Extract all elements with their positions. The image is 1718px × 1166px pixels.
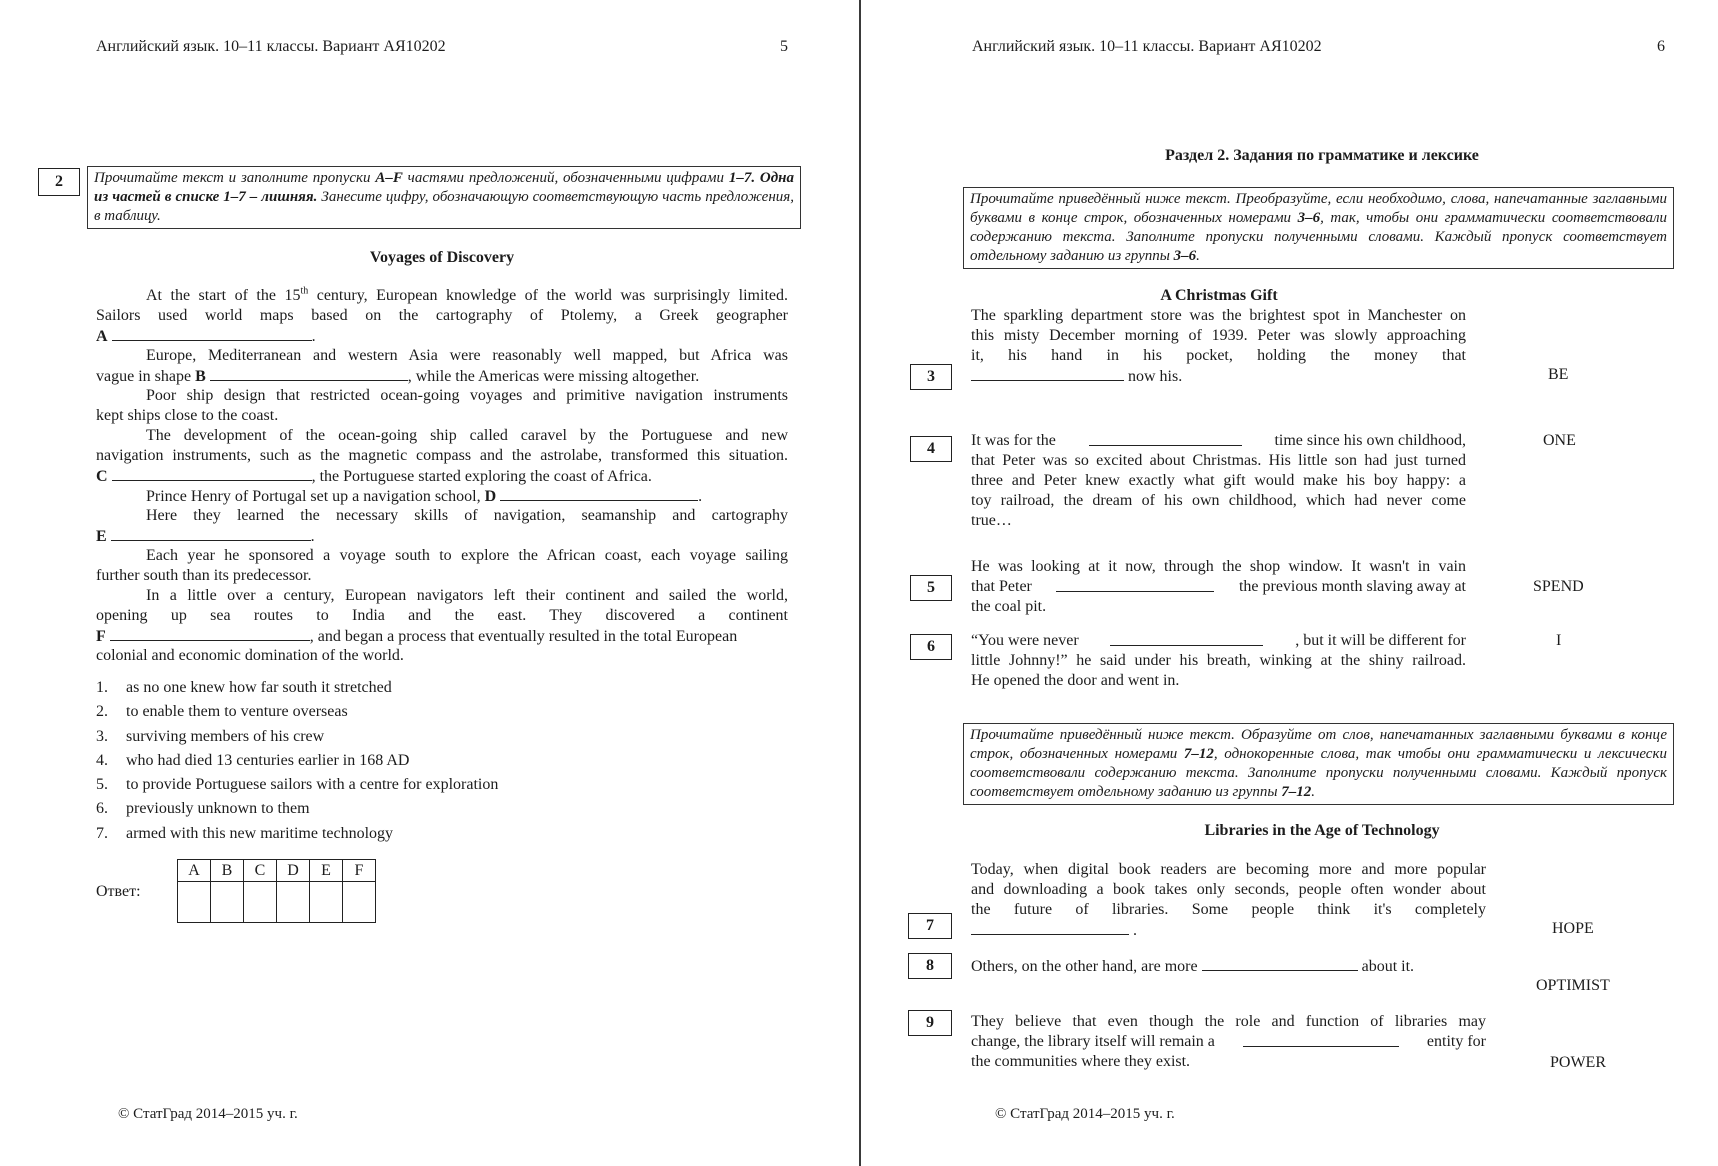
text-line: navigation instruments, such as the magnetic compass and the astrolabe, transformed this situation. (96, 447, 788, 464)
text-line: that Peter the previous month slaving away at (971, 578, 1466, 595)
item-word: OPTIMIST (1536, 977, 1610, 994)
gap-c-blank (112, 466, 312, 481)
item-word: HOPE (1552, 920, 1594, 937)
library-block-8 (971, 956, 1486, 976)
item-number-box: 5 (910, 575, 952, 601)
answer-header-c: C (244, 860, 277, 882)
instruction-3-6: Прочитайте приведённый ниже текст. Преобразуйте, если необходимо, слова, напечатанные заглавными буквами в конце строк, обозначенных номерами 3–6, так, чтобы они грамматически соответствовали содержанию текста. Заполните пропуски полученными словами. Каждый пропуск соответствует отдельному заданию из группы 3–6. (963, 187, 1674, 269)
text-line: It was for the time since his own childhood, (971, 432, 1466, 449)
answer-cell-c[interactable] (244, 882, 277, 923)
gap-3-blank (971, 366, 1124, 381)
list-item: 1. as no one knew how far south it stretched (96, 679, 392, 696)
text-line: “You were never , but it will be different for (971, 632, 1466, 649)
item-word: BE (1548, 366, 1569, 383)
list-item: 7. armed with this new maritime technology (96, 824, 394, 842)
text-line: Today, when digital book readers are becoming more and more popular (971, 861, 1486, 878)
text-line: Sailors used world maps based on the cartography of Ptolemy, a Greek geographer (96, 307, 788, 324)
answer-header-f: F (343, 860, 376, 882)
text-line: the future of libraries. Some people think it's completely (971, 901, 1486, 918)
item-number-box: 6 (910, 634, 952, 660)
library-title: Libraries in the Age of Technology (1204, 822, 1440, 839)
gap-label-f: F (96, 628, 106, 645)
text-line: vague in shape B , while the Americas were missing altogether. (96, 368, 700, 385)
text-line: The development of the ocean-going ship called caravel by the Portuguese and new (146, 427, 788, 444)
options-list (96, 676, 498, 846)
right-page-header: Английский язык. 10–11 классы. Вариант АЯ10202 (972, 38, 1322, 55)
item-number-box: 9 (908, 1010, 952, 1036)
text-line: They believe that even though the role and function of libraries may (971, 1013, 1486, 1030)
item-word: I (1556, 632, 1562, 649)
instruction-7-12: Прочитайте приведённый ниже текст. Образуйте от слов, напечатанных заглавными буквами в конце строк, обозначенных номерами 7–12, однокоренные слова, так чтобы они грамматически и лексически соответствовали содержанию текста. Заполните пропуски полученными словами. Каждый пропуск соответствует отдельному заданию из группы 7–12. (963, 723, 1674, 805)
gap-a-blank (112, 326, 312, 341)
gap-f-blank (110, 626, 310, 641)
answer-cell-b[interactable] (211, 882, 244, 923)
list-item: 3. surviving members of his crew (96, 727, 325, 745)
right-page-number: 6 (1657, 38, 1665, 55)
item-number-box: 8 (908, 953, 952, 979)
answer-header-d: D (277, 860, 310, 882)
text-line: Here they learned the necessary skills of navigation, seamanship and cartography (146, 507, 788, 524)
text-line: true… (971, 512, 1012, 529)
left-page-header: Английский язык. 10–11 классы. Вариант АЯ10202 (96, 38, 446, 55)
story-block-3 (971, 306, 1466, 386)
answer-cell-f[interactable] (343, 882, 376, 923)
gap-4-blank (1089, 431, 1242, 446)
page-divider (859, 0, 861, 1166)
gap-6-blank (1110, 631, 1263, 646)
text-line: He was looking at it now, through the shop window. It wasn't in vain (971, 558, 1466, 575)
text-line: . (971, 920, 1486, 940)
answer-table (177, 859, 376, 923)
text-line: Prince Henry of Portugal set up a navigation school, D . (146, 488, 703, 505)
library-block-7 (971, 860, 1486, 940)
story-block-5 (971, 557, 1466, 617)
text-line: the coal pit. (971, 598, 1047, 615)
gap-b-blank (210, 366, 408, 381)
text-line: He opened the door and went in. (971, 672, 1180, 689)
answer-cell-a[interactable] (178, 882, 211, 923)
answer-header-b: B (211, 860, 244, 882)
text-line: that Peter was so excited about Christmas. His little son had just turned (971, 452, 1466, 469)
list-item: 6. previously unknown to them (96, 800, 310, 818)
answer-label: Ответ: (96, 883, 141, 900)
gap-d-blank (500, 486, 698, 501)
text-line: Poor ship design that restricted ocean-going voyages and primitive navigation instruments (146, 387, 788, 404)
text-line: the communities where they exist. (971, 1053, 1191, 1070)
text-line: colonial and economic domination of the world. (96, 647, 404, 664)
text-line: At the start of the 15th century, European knowledge of the world was surprisingly limited. (146, 286, 788, 304)
gap-label-e: E (96, 528, 107, 545)
text-line: now his. (971, 366, 1466, 386)
item-word: POWER (1550, 1054, 1606, 1071)
text-line: toy railroad, the dream of his own childhood, which had never come (971, 492, 1466, 509)
task-number-box: 2 (38, 168, 80, 196)
section-title: Раздел 2. Задания по грамматике и лексике (1165, 147, 1479, 164)
task-2-instruction: Прочитайте текст и заполните пропуски A–F частями предложений, обозначенными цифрами 1–7. Одна из частей в списке 1–7 – лишняя. Занесите цифру, обозначающую соответствующую часть предложения, в таблицу. (87, 166, 801, 229)
text-line: and downloading a book takes only seconds, people often wonder about (971, 881, 1486, 898)
text-line: Each year he sponsored a voyage south to explore the African coast, each voyage sailing (146, 547, 788, 564)
gap-8-blank (1202, 956, 1358, 971)
text-line: F , and began a process that eventually resulted in the total European (96, 628, 738, 645)
left-page-number: 5 (780, 38, 788, 55)
gap-9-blank (1243, 1032, 1399, 1047)
answer-header-e: E (310, 860, 343, 882)
gap-e-blank (111, 526, 311, 541)
gap-label-a: A (96, 328, 108, 345)
gap-5-blank (1056, 577, 1214, 592)
story-block-4 (971, 431, 1466, 531)
story-block-6 (971, 631, 1466, 691)
text-line: it, his hand in his pocket, holding the money that (971, 347, 1466, 364)
text-line: E . (96, 528, 315, 545)
answer-cell-d[interactable] (277, 882, 310, 923)
answer-header-a: A (178, 860, 211, 882)
item-number-box: 4 (910, 436, 952, 462)
text-line: The sparkling department store was the brightest spot in Manchester on (971, 307, 1466, 324)
text-line: change, the library itself will remain a entity for (971, 1033, 1486, 1050)
list-item: 5. to provide Portuguese sailors with a centre for exploration (96, 776, 499, 794)
story-title: A Christmas Gift (1160, 287, 1278, 304)
voyages-text (96, 286, 788, 666)
answer-cell-e[interactable] (310, 882, 343, 923)
text-line: further south than its predecessor. (96, 567, 312, 584)
list-item: 2. to enable them to venture overseas (96, 703, 348, 721)
gap-label-c: C (96, 468, 108, 485)
text-line: A . (96, 328, 316, 345)
text-line: Europe, Mediterranean and western Asia were reasonably well mapped, but Africa was (146, 347, 788, 364)
gap-label-b: B (195, 368, 206, 385)
text-line: C , the Portuguese started exploring the coast of Africa. (96, 468, 652, 485)
text-line: three and Peter knew exactly what gift would make his boy happy: a (971, 472, 1466, 489)
item-word: SPEND (1533, 578, 1584, 595)
list-item: 4. who had died 13 centuries earlier in 168 AD (96, 751, 410, 769)
text-title: Voyages of Discovery (369, 249, 515, 266)
library-block-9 (971, 1012, 1486, 1072)
left-page-footer: © СтатГрад 2014–2015 уч. г. (118, 1106, 298, 1122)
text-line: this misty December morning of 1939. Peter was slowly approaching (971, 327, 1466, 344)
right-page-footer: © СтатГрад 2014–2015 уч. г. (995, 1106, 1175, 1122)
item-number-box: 7 (908, 913, 952, 939)
text-line: kept ships close to the coast. (96, 407, 279, 424)
text-line: Others, on the other hand, are more about it. (971, 958, 1415, 975)
gap-7-blank (971, 920, 1129, 935)
text-line: opening up sea routes to India and the east. They discovered a continent (96, 607, 788, 624)
item-word: ONE (1543, 432, 1576, 449)
gap-label-d: D (484, 488, 497, 505)
item-number-box: 3 (910, 364, 952, 390)
text-line: little Johnny!” he said under his breath, winking at the shiny railroad. (971, 652, 1466, 669)
text-line: In a little over a century, European navigators left their continent and sailed the world, (146, 587, 788, 604)
